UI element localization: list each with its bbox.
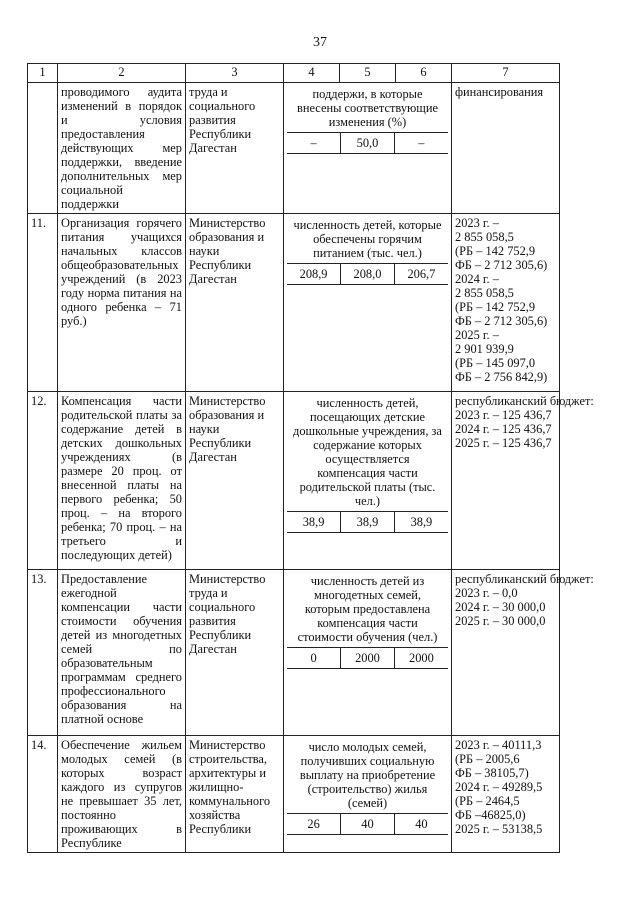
indicator-values [287, 647, 448, 669]
indicator-value-2023: 38,9 [287, 512, 341, 533]
financing-cell [452, 736, 560, 853]
indicator-title: численность детей из многодетных семей, которым предоставлена компенсация части стоимости обучения (чел.) [297, 574, 438, 644]
financing-line: ФБ – 38105,7) [455, 766, 529, 780]
row-number: 11. [28, 214, 58, 392]
financing-line: ФБ –46825,0) [455, 808, 526, 822]
indicator-values [287, 511, 448, 533]
indicator-values [287, 263, 448, 285]
financing-line: 2024 г. – 49289,5 [455, 780, 543, 794]
indicator-value-2024: 38,9 [341, 512, 395, 533]
indicator-value-2024: 2000 [341, 648, 395, 669]
financing-line: 2025 г. – [455, 328, 499, 342]
indicator-value-2023: – [287, 133, 341, 154]
financing-line: 2 855 058,5 [455, 286, 514, 300]
page-number: 37 [313, 35, 327, 50]
financing-line: 2024 г. – 30 000,0 [455, 600, 546, 614]
table-row [28, 736, 560, 853]
indicator-value-2025: – [394, 133, 448, 154]
header-cell: 5 [340, 64, 396, 83]
indicator-value-2024: 208,0 [341, 264, 395, 285]
indicator-value-2025: 2000 [394, 648, 448, 669]
financing-line: ФБ – 2 712 305,6) [455, 314, 548, 328]
financing-line: республиканский бюджет: [455, 394, 594, 408]
indicator-value-2023: 26 [287, 814, 341, 835]
indicator-title: численность детей, которые обеспечены горячим питанием (тыс. чел.) [293, 218, 442, 260]
financing-line: 2 901 939,9 [455, 342, 514, 356]
table-row [28, 392, 560, 570]
measure-cell: Компенсация части родительской платы за содержание детей в детских дошкольных учреждениях (в размере 20 проц. от внесенной платы на первого ребенка; 50 проц. – на второго ребенка; 70 проц. – на третьего и последующих детей) [58, 392, 186, 570]
row-number: 13. [28, 570, 58, 736]
row-number [28, 83, 58, 214]
measures-table [27, 63, 594, 853]
financing-cell [452, 83, 560, 214]
indicator-cell [284, 83, 452, 214]
executor-cell: Министерство образования и науки Республики Дагестан [186, 214, 284, 392]
financing-line: (РБ – 142 752,9 [455, 300, 536, 314]
indicator-value-2024: 50,0 [341, 133, 395, 154]
row-number: 14. [28, 736, 58, 853]
executor-cell: Министерство строительства, архитектуры и жилищно-коммунального хозяйства Республики [186, 736, 284, 853]
table-header-row [28, 64, 560, 83]
indicator-values [287, 813, 448, 835]
indicator-value-2025: 38,9 [394, 512, 448, 533]
indicator-cell [284, 570, 452, 736]
financing-line: 2025 г. – 30 000,0 [455, 614, 546, 628]
header-cell: 1 [28, 64, 58, 83]
header-cell: 2 [58, 64, 186, 83]
measure-cell: Предоставление ежегодной компенсации части стоимости обучения детей из многодетных семей по образовательным программам среднего профессионального образования на платной основе [58, 570, 186, 736]
indicator-title: поддержи, в которые внесены соответствующие изменения (%) [297, 87, 438, 129]
executor-cell: Министерство труда и социального развития Республики Дагестан [186, 570, 284, 736]
financing-line: 2023 г. – [455, 216, 499, 230]
financing-cell [452, 214, 560, 392]
financing-line: (РБ – 2005,6 [455, 752, 520, 766]
measure-cell: Обеспечение жильем молодых семей (в которых возраст каждого из супругов не превышает 35 лет, постоянно проживающих в Республике [58, 736, 186, 853]
indicator-values [287, 132, 448, 154]
financing-cell [452, 392, 594, 570]
financing-line: 2025 г. – 53138,5 [455, 822, 543, 836]
table-row [28, 570, 560, 736]
header-cell: 6 [396, 64, 452, 83]
financing-line: 2024 г. – 125 436,7 [455, 422, 552, 436]
financing-line: ФБ – 2 756 842,9) [455, 370, 548, 384]
header-cell: 3 [186, 64, 284, 83]
financing-line: финансирования [455, 85, 544, 99]
financing-line: 2023 г. – 40111,3 [455, 738, 542, 752]
header-cell: 7 [452, 64, 560, 83]
financing-line: (РБ – 142 752,9 [455, 244, 536, 258]
financing-line: ФБ – 2 712 305,6) [455, 258, 548, 272]
row-number: 12. [28, 392, 58, 570]
indicator-value-2023: 208,9 [287, 264, 341, 285]
indicator-title: число молодых семей, получивших социальную выплату на приобретение (строительство) жилья (семей) [299, 740, 436, 810]
indicator-title: численность детей, посещающих детские дошкольные учреждения, за содержание которых осуществляется компенсация части родительской платы (тыс. чел.) [293, 396, 442, 508]
executor-cell: труда и социального развития Республики Дагестан [186, 83, 284, 214]
indicator-value-2024: 40 [341, 814, 395, 835]
financing-line: 2024 г. – [455, 272, 499, 286]
financing-line: 2025 г. – 125 436,7 [455, 436, 552, 450]
executor-cell: Министерство образования и науки Республики Дагестан [186, 392, 284, 570]
financing-line: 2 855 058,5 [455, 230, 514, 244]
indicator-value-2023: 0 [287, 648, 341, 669]
indicator-value-2025: 40 [394, 814, 448, 835]
measure-cell: проводимого аудита изменений в порядок и условия предоставления действующих мер поддержки, введение дополнительных мер социальной поддержки [58, 83, 186, 214]
table-row [28, 83, 560, 214]
financing-cell [452, 570, 594, 736]
indicator-cell [284, 736, 452, 853]
indicator-cell [284, 214, 452, 392]
financing-line: (РБ – 2464,5 [455, 794, 520, 808]
financing-line: 2023 г. – 0,0 [455, 586, 518, 600]
measure-cell: Организация горячего питания учащихся начальных классов общеобразовательных учреждений (в 2023 году норма питания на одного ребенка – 71 руб.) [58, 214, 186, 392]
header-cell: 4 [284, 64, 340, 83]
financing-line: (РБ – 145 097,0 [455, 356, 536, 370]
financing-line: республиканский бюджет: [455, 572, 594, 586]
indicator-value-2025: 206,7 [394, 264, 448, 285]
table-row [28, 214, 560, 392]
financing-line: 2023 г. – 125 436,7 [455, 408, 552, 422]
indicator-cell [284, 392, 452, 570]
